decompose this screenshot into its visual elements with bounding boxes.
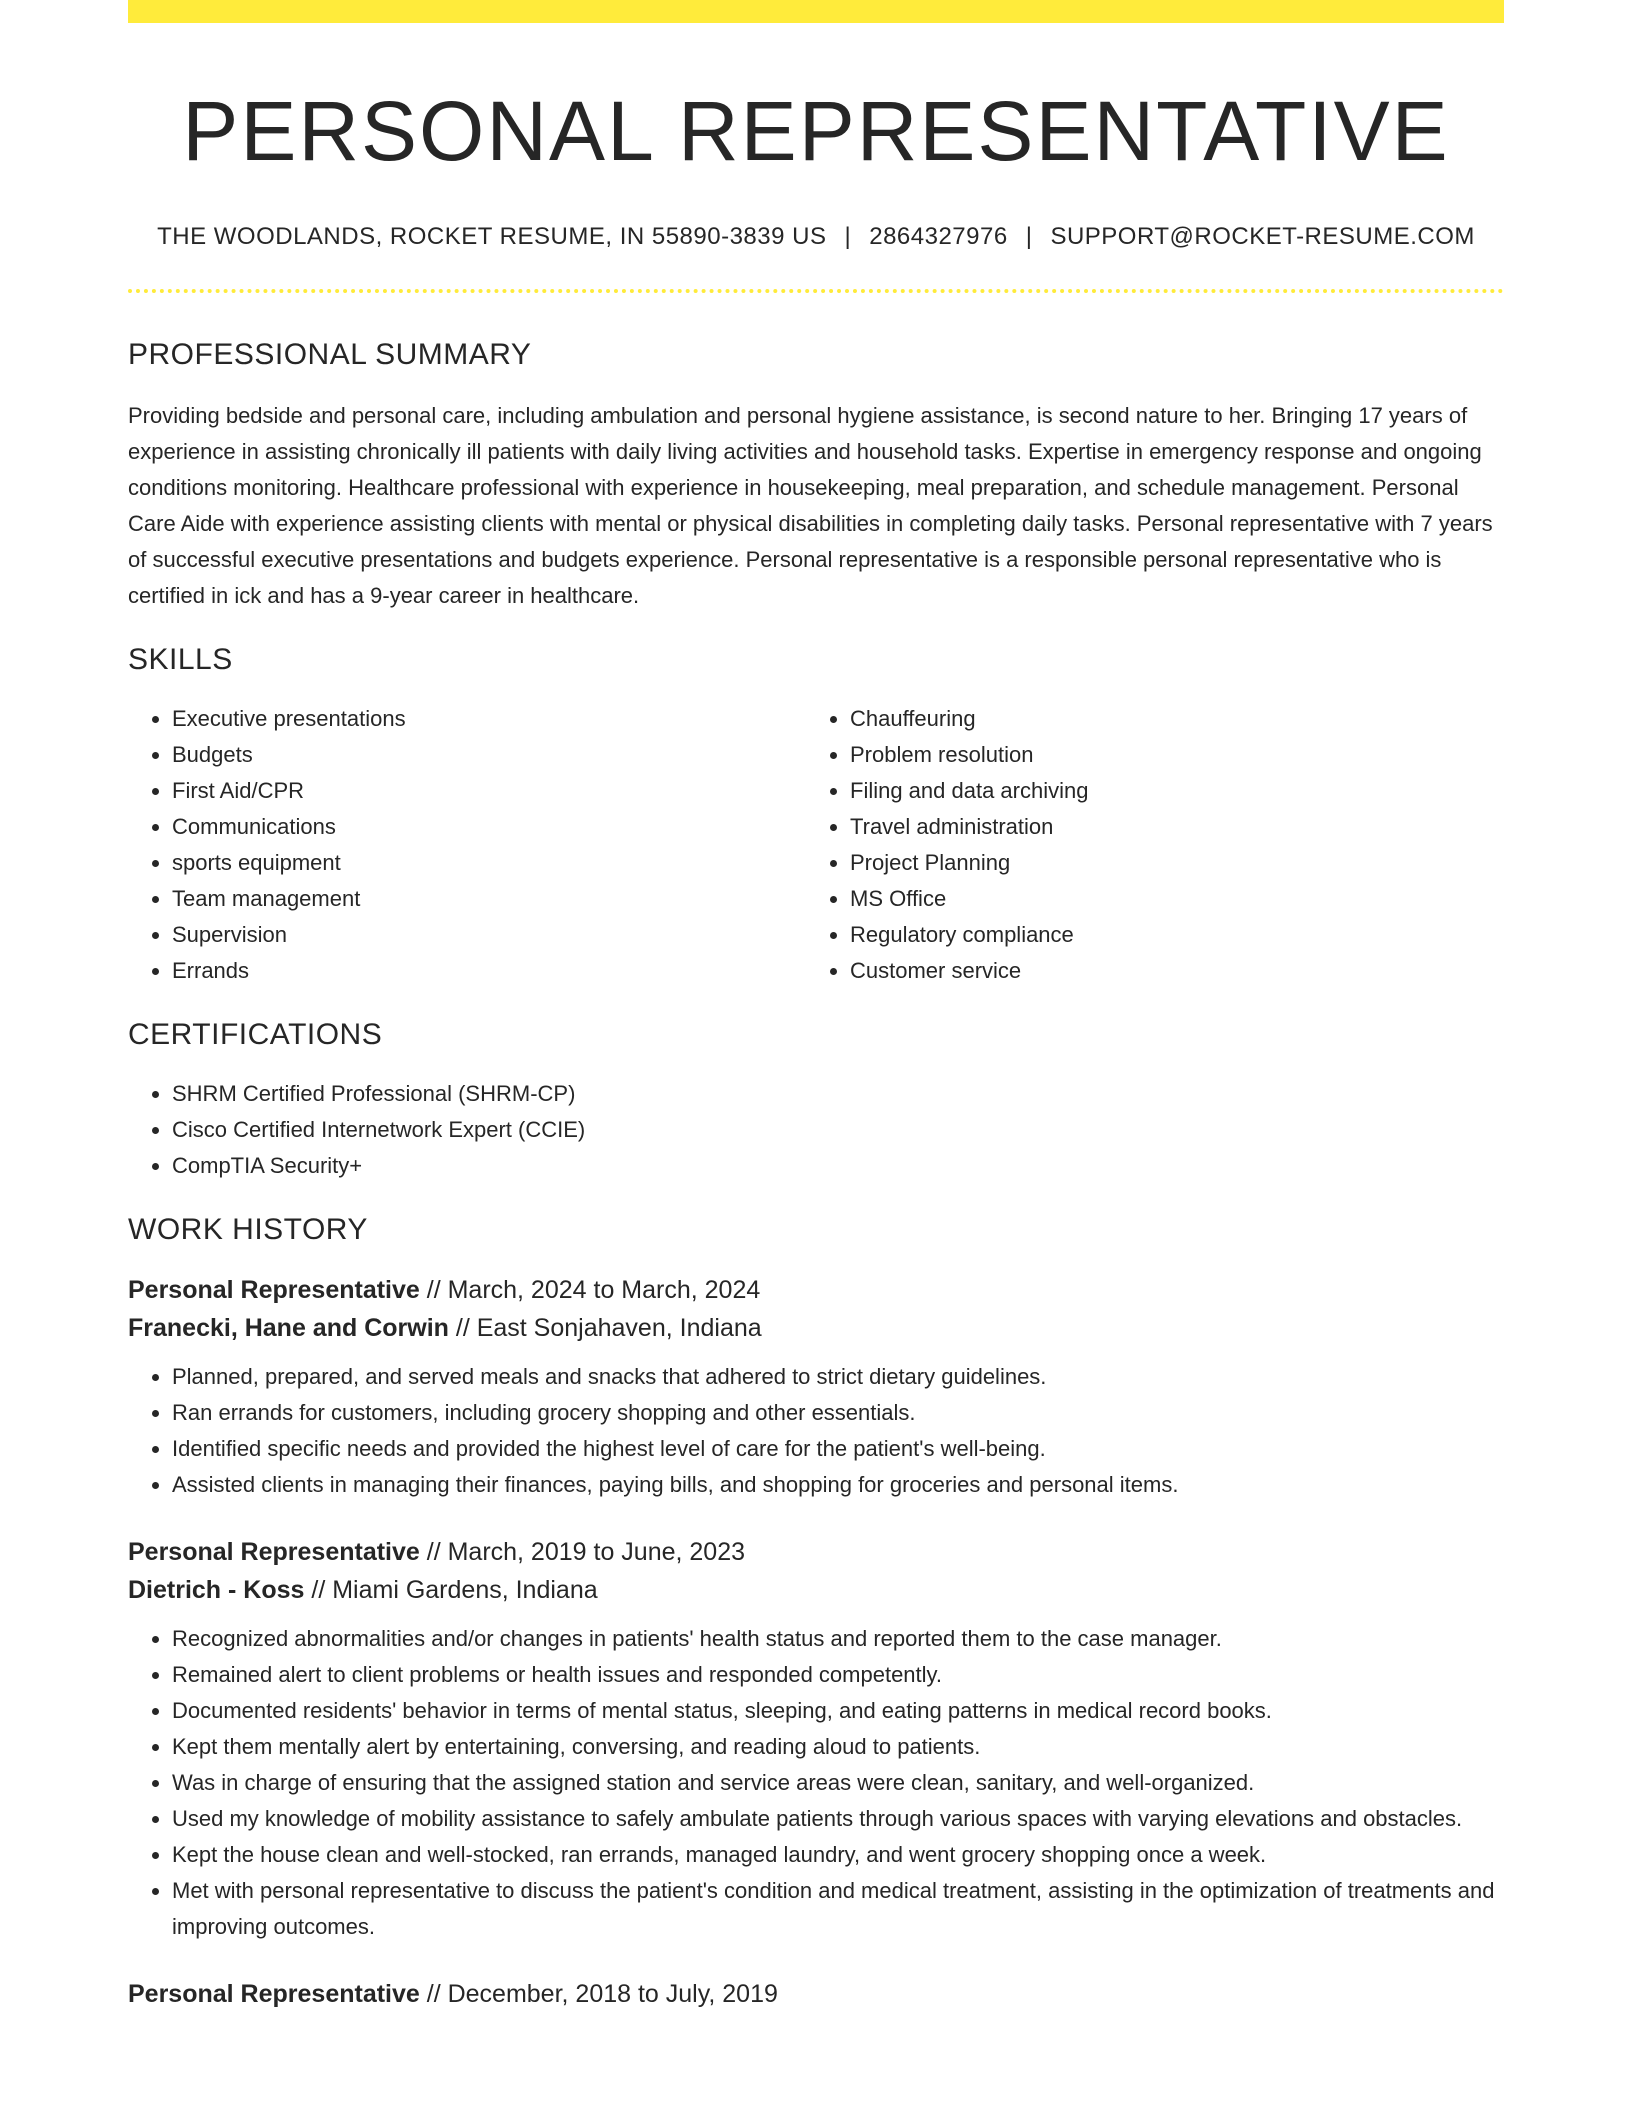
job-bullet: • Documented residents' behavior in terms of mental status, sleeping, and eating patterns in medical record books. <box>172 1693 1504 1729</box>
work-history-section <box>128 1213 1504 2013</box>
job-bullet: • Identified specific needs and provided the highest level of care for the patient's well-being. <box>172 1431 1504 1467</box>
job-title-line <box>128 1975 1504 2013</box>
skill-item: • Executive presentations <box>172 701 806 737</box>
skill-item: • Chauffeuring <box>850 701 1484 737</box>
contact-separator: | <box>844 223 852 251</box>
job-bullet: • Remained alert to client problems or health issues and responded competently. <box>172 1657 1504 1693</box>
job-dates: // March, 2019 to June, 2023 <box>426 1537 746 1566</box>
work-history-heading: WORK HISTORY <box>128 1212 368 1246</box>
contact-phone: 2864327976 <box>869 223 1008 251</box>
skill-item: • Regulatory compliance <box>850 917 1484 953</box>
dotted-divider <box>128 289 1504 293</box>
skills-section <box>128 643 1504 989</box>
skill-item: • MS Office <box>850 881 1484 917</box>
contact-line <box>128 221 1504 252</box>
certifications-heading: CERTIFICATIONS <box>128 1017 383 1051</box>
accent-bar <box>128 0 1504 23</box>
job-bullet: • Was in charge of ensuring that the assigned station and service areas were clean, sanitary, and well-organized. <box>172 1765 1504 1801</box>
contact-separator: | <box>1025 223 1033 251</box>
skill-item: • First Aid/CPR <box>172 773 806 809</box>
job-company: Franecki, Hane and Corwin <box>128 1313 449 1342</box>
resume-name: PERSONAL REPRESENTATIVE <box>182 84 1450 178</box>
skill-item: • Project Planning <box>850 845 1484 881</box>
job-title: Personal Representative <box>128 1537 420 1566</box>
summary-section <box>128 338 1504 614</box>
job-company-line <box>128 1309 1504 1347</box>
skill-item: • Budgets <box>172 737 806 773</box>
skills-grid <box>128 701 1504 989</box>
job-location: // Miami Gardens, Indiana <box>311 1575 598 1604</box>
job-bullet: • Used my knowledge of mobility assistance to safely ambulate patients through various spaces with varying elevations and obstacles. <box>172 1801 1504 1837</box>
job-bullet: • Kept the house clean and well-stocked, ran errands, managed laundry, and went grocery shopping once a week. <box>172 1837 1504 1873</box>
job-bullet: • Assisted clients in managing their finances, paying bills, and shopping for groceries and personal items. <box>172 1467 1504 1503</box>
job-bullet: • Kept them mentally alert by entertaining, conversing, and reading aloud to patients. <box>172 1729 1504 1765</box>
job-location: // East Sonjahaven, Indiana <box>455 1313 762 1342</box>
summary-heading: PROFESSIONAL SUMMARY <box>128 337 532 371</box>
skill-item: • Filing and data archiving <box>850 773 1484 809</box>
contact-address: THE WOODLANDS, ROCKET RESUME, IN 55890-3839 US <box>157 223 827 251</box>
job-dates: // December, 2018 to July, 2019 <box>426 1979 778 2008</box>
resume-page <box>128 0 1504 2013</box>
certification-item: • SHRM Certified Professional (SHRM-CP) <box>172 1076 1504 1112</box>
job-bullet: • Ran errands for customers, including grocery shopping and other essentials. <box>172 1395 1504 1431</box>
job-bullet: • Planned, prepared, and served meals and snacks that adhered to strict dietary guidelines. <box>172 1359 1504 1395</box>
certification-item: • Cisco Certified Internetwork Expert (CCIE) <box>172 1112 1504 1148</box>
job-entry <box>128 1975 1504 2013</box>
job-title-line <box>128 1271 1504 1309</box>
job-title-line <box>128 1533 1504 1571</box>
certification-item: • CompTIA Security+ <box>172 1148 1504 1184</box>
skill-item: • Team management <box>172 881 806 917</box>
job-bullet: • Met with personal representative to discuss the patient's condition and medical treatment, assisting in the optimization of treatments and improving outcomes. <box>172 1873 1504 1945</box>
job-entry <box>128 1271 1504 1503</box>
skills-heading: SKILLS <box>128 642 233 676</box>
skill-item: • Customer service <box>850 953 1484 989</box>
skill-item: • Communications <box>172 809 806 845</box>
certifications-section <box>128 1018 1504 1184</box>
skill-item: • sports equipment <box>172 845 806 881</box>
job-dates: // March, 2024 to March, 2024 <box>426 1275 761 1304</box>
skill-item: • Travel administration <box>850 809 1484 845</box>
contact-email[interactable]: SUPPORT@ROCKET-RESUME.COM <box>1050 223 1475 251</box>
skill-item: • Supervision <box>172 917 806 953</box>
job-entry <box>128 1533 1504 1945</box>
job-company-line <box>128 1571 1504 1609</box>
skill-item: • Errands <box>172 953 806 989</box>
job-bullet: • Recognized abnormalities and/or changes in patients' health status and reported them to the case manager. <box>172 1621 1504 1657</box>
job-title: Personal Representative <box>128 1979 420 2008</box>
skills-column-left <box>128 701 806 989</box>
job-company: Dietrich - Koss <box>128 1575 305 1604</box>
summary-text: Providing bedside and personal care, including ambulation and personal hygiene assistance, is second nature to her. Bringing 17 years of experience in assisting chronically ill patients with daily living activities and household tasks. Expertise in emergency response and ongoing conditions monitoring. Healthcare professional with experience in housekeeping, meal preparation, and schedule management. Personal Care Aide with experience assisting clients with mental or physical disabilities in completing daily tasks. Personal representative with 7 years of successful executive presentations and budgets experience. Personal representative is a responsible personal representative who is certified in ick and has a 9-year career in healthcare. <box>128 402 1493 608</box>
skills-column-right <box>806 701 1484 989</box>
job-title: Personal Representative <box>128 1275 420 1304</box>
skill-item: • Problem resolution <box>850 737 1484 773</box>
